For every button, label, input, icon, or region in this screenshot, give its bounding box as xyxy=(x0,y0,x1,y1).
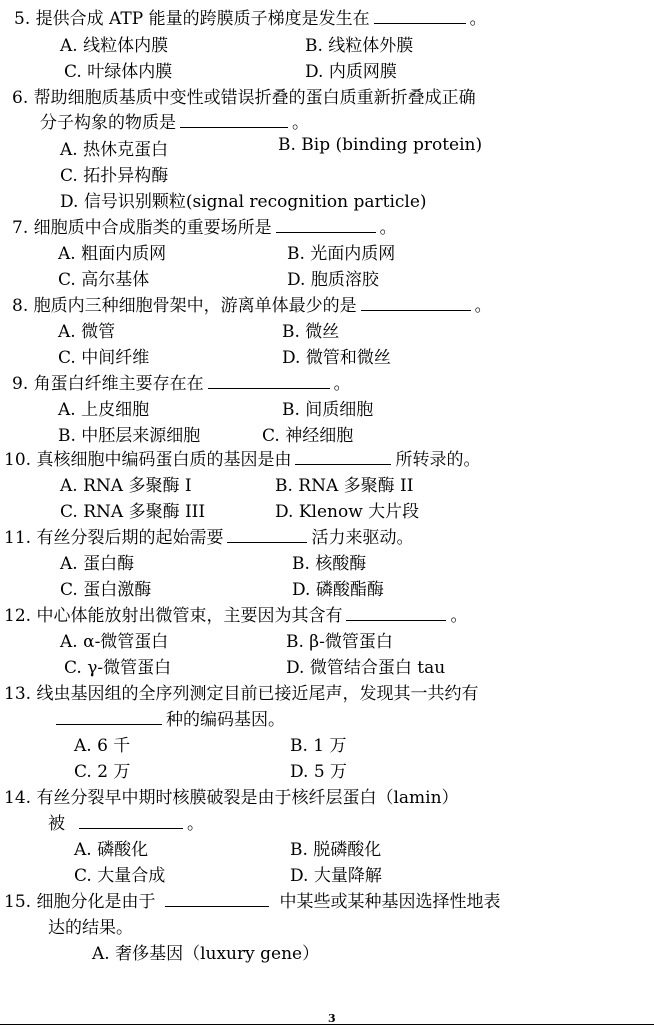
question-11-stem: 11. 有丝分裂后期的起始需要 活力来驱动。 xyxy=(4,528,414,548)
q7-option-d[interactable]: D. 胞质溶胶 xyxy=(287,270,379,290)
q14-option-a[interactable]: A. 磷酸化 xyxy=(74,840,149,860)
question-13-stem: 13. 线虫基因组的全序列测定目前已接近尾声，发现其一共约有 xyxy=(4,684,479,704)
q11-option-b[interactable]: B. 核酸酶 xyxy=(292,554,367,574)
q6-option-c[interactable]: C. 拓扑异构酶 xyxy=(60,166,169,186)
q11-option-a[interactable]: A. 蛋白酶 xyxy=(60,554,135,574)
q11-option-c[interactable]: C. 蛋白激酶 xyxy=(60,580,152,600)
q13-option-b[interactable]: B. 1 万 xyxy=(290,736,347,756)
question-8-stem: 8. 胞质内三种细胞骨架中，游离单体最少的是 。 xyxy=(12,296,492,316)
q12-option-b[interactable]: B. β-微管蛋白 xyxy=(286,632,393,652)
q14-option-d[interactable]: D. 大量降解 xyxy=(290,866,382,886)
q13-option-a[interactable]: A. 6 千 xyxy=(74,736,131,756)
q12-option-c[interactable]: C. γ-微管蛋白 xyxy=(64,658,172,678)
question-9-stem: 9. 角蛋白纤维主要存在在 。 xyxy=(12,374,351,394)
question-15-stem-line2: 达的结果。 xyxy=(48,918,133,938)
q15-option-a[interactable]: A. 奢侈基因（luxury gene） xyxy=(92,944,320,964)
q8-option-c[interactable]: C. 中间纤维 xyxy=(58,348,150,368)
q12-option-d[interactable]: D. 微管结合蛋白 tau xyxy=(286,658,446,678)
q5-option-c[interactable]: C. 叶绿体内膜 xyxy=(64,62,173,82)
q13-option-d[interactable]: D. 5 万 xyxy=(290,762,348,782)
q9-option-b[interactable]: B. 间质细胞 xyxy=(282,400,374,420)
q5-option-a[interactable]: A. 线粒体内膜 xyxy=(60,36,169,56)
q5-option-d[interactable]: D. 内质网膜 xyxy=(305,62,397,82)
footer-rule xyxy=(0,1024,654,1025)
q10-option-a[interactable]: A. RNA 多聚酶 I xyxy=(60,476,192,496)
q11-option-d[interactable]: D. 磷酸酯酶 xyxy=(292,580,384,600)
question-14-stem-line2: 被 。 xyxy=(48,814,204,834)
q8-option-a[interactable]: A. 微管 xyxy=(58,322,116,342)
q6-option-b[interactable]: B. Bip (binding protein) xyxy=(278,135,483,155)
q9-option-c[interactable]: B. 中胚层来源细胞 xyxy=(58,426,201,446)
q13-option-c[interactable]: C. 2 万 xyxy=(74,762,131,782)
question-10-stem: 10. 真核细胞中编码蛋白质的基因是由 所转录的。 xyxy=(4,450,481,470)
q10-option-d[interactable]: D. Klenow 大片段 xyxy=(275,502,420,522)
q6-option-a[interactable]: A. 热休克蛋白 xyxy=(60,140,169,160)
q12-option-a[interactable]: A. α-微管蛋白 xyxy=(60,632,169,652)
q9-option-a[interactable]: A. 上皮细胞 xyxy=(58,400,150,420)
question-5-stem: 5. 提供合成 ATP 能量的跨膜质子梯度是发生在 。 xyxy=(14,9,487,29)
q10-option-b[interactable]: B. RNA 多聚酶 II xyxy=(275,476,414,496)
q7-option-a[interactable]: A. 粗面内质网 xyxy=(58,244,167,264)
q14-option-b[interactable]: B. 脱磷酸化 xyxy=(290,840,382,860)
page-number: 3 xyxy=(328,1012,336,1025)
question-12-stem: 12. 中心体能放射出微管束，主要因为其含有 。 xyxy=(4,606,468,626)
q7-option-b[interactable]: B. 光面内质网 xyxy=(287,244,396,264)
question-14-stem: 14. 有丝分裂早中期时核膜破裂是由于核纤层蛋白（lamin） xyxy=(4,788,459,808)
q7-option-c[interactable]: C. 高尔基体 xyxy=(58,270,150,290)
question-13-stem-line2: 种的编码基因。 xyxy=(56,705,285,730)
q8-option-b[interactable]: B. 微丝 xyxy=(282,322,340,342)
q9-option-d[interactable]: C. 神经细胞 xyxy=(262,426,354,446)
question-7-stem: 7. 细胞质中合成脂类的重要场所是 。 xyxy=(12,218,397,238)
q6-option-d[interactable]: D. 信号识别颗粒(signal recognition particle) xyxy=(60,192,427,212)
question-6-stem: 6. 帮助细胞质基质中变性或错误折叠的蛋白质重新折叠成正确 xyxy=(12,88,476,108)
q8-option-d[interactable]: D. 微管和微丝 xyxy=(282,348,391,368)
q5-option-b[interactable]: B. 线粒体外膜 xyxy=(305,36,414,56)
q10-option-c[interactable]: C. RNA 多聚酶 III xyxy=(60,502,206,522)
question-15-stem: 15. 细胞分化是由于 中某些或某种基因选择性地表 xyxy=(4,892,501,912)
q14-option-c[interactable]: C. 大量合成 xyxy=(74,866,166,886)
question-6-stem-line2: 分子构象的物质是 。 xyxy=(40,113,309,133)
